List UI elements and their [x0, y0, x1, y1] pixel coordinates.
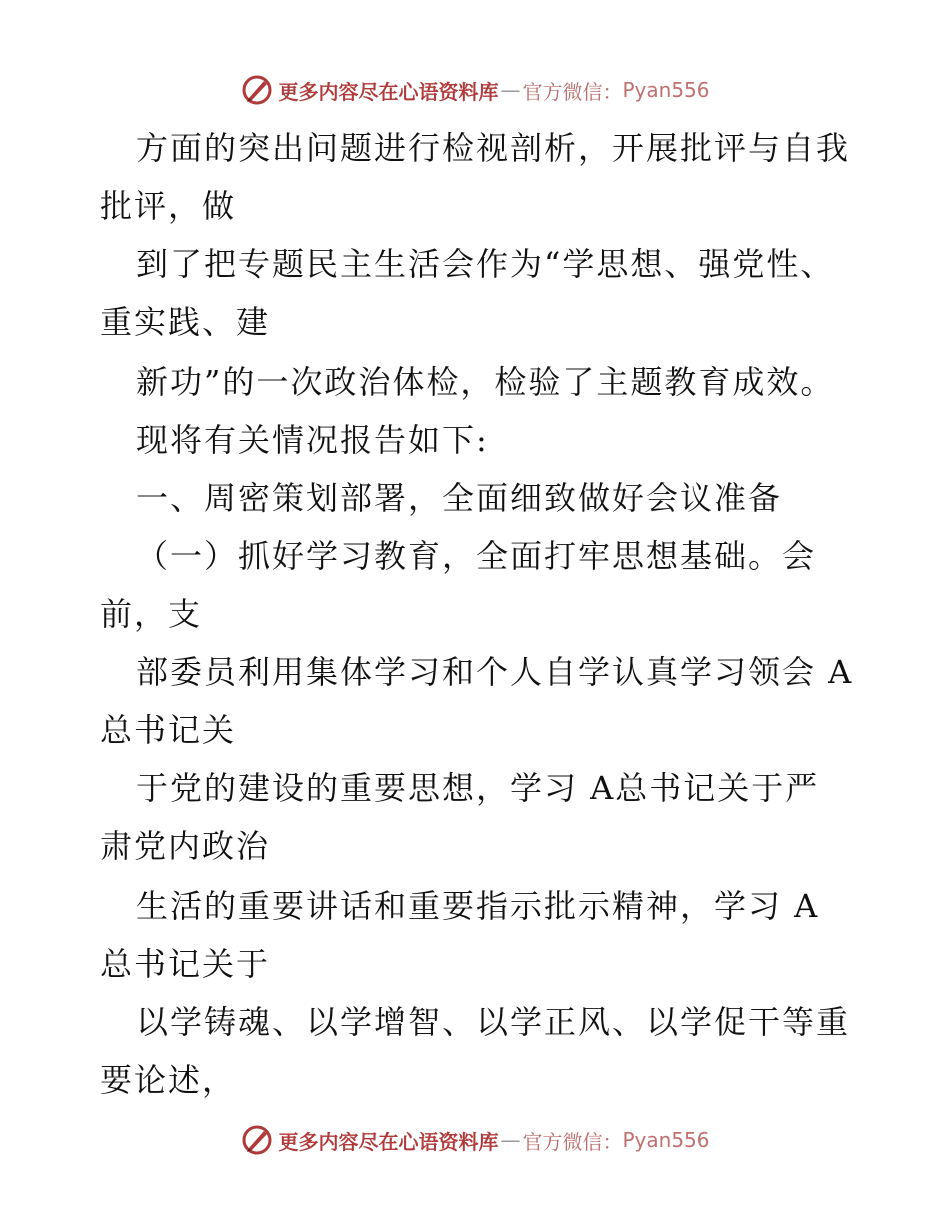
header-wechat-label: 官方微信：: [522, 79, 623, 104]
quill-pen-logo-icon: [240, 1123, 274, 1157]
footer-banner: [0, 1120, 950, 1160]
body-line: 于党的建设的重要思想，学习 A总书记关于严: [136, 769, 820, 807]
header-brand-text: 更多内容尽在心语资料库: [278, 79, 499, 104]
body-line: 到了把专题民主生活会作为“学思想、强党性、: [136, 245, 835, 283]
header-banner: [0, 70, 950, 110]
body-line: 重实践、建: [100, 303, 271, 341]
body-line: 新功”的一次政治体检，检验了主题教育成效。: [136, 363, 835, 401]
body-line: 肃党内政治: [100, 827, 271, 865]
section-heading: 一、周密策划部署，全面细致做好会议准备: [136, 479, 783, 517]
footer-brand-text: 更多内容尽在心语资料库: [278, 1129, 499, 1154]
header-dash: —: [500, 78, 521, 102]
quill-pen-logo-icon: [240, 73, 274, 107]
body-line: （一）抓好学习教育，全面打牢思想基础。会: [136, 537, 817, 575]
body-line: 总书记关于: [100, 945, 271, 983]
body-line: 要论述，: [100, 1061, 237, 1099]
footer-wechat-account: Pyan556: [622, 1128, 710, 1152]
body-line: 批评，做: [100, 187, 237, 225]
body-line: 方面的突出问题进行检视剖析，开展批评与自我: [136, 129, 851, 167]
body-line: 总书记关: [100, 711, 237, 749]
body-line: 前，支: [100, 595, 203, 633]
body-line: 现将有关情况报告如下:: [136, 421, 489, 459]
body-line: 部委员利用集体学习和个人自学认真学习领会 A: [136, 653, 854, 691]
footer-wechat-label: 官方微信：: [522, 1129, 623, 1154]
footer-dash: —: [500, 1128, 521, 1152]
body-line: 生活的重要讲话和重要指示批示精神，学习 A: [136, 887, 820, 925]
header-wechat-account: Pyan556: [622, 78, 710, 102]
body-line: 以学铸魂、以学增智、以学正风、以学促干等重: [136, 1003, 851, 1041]
